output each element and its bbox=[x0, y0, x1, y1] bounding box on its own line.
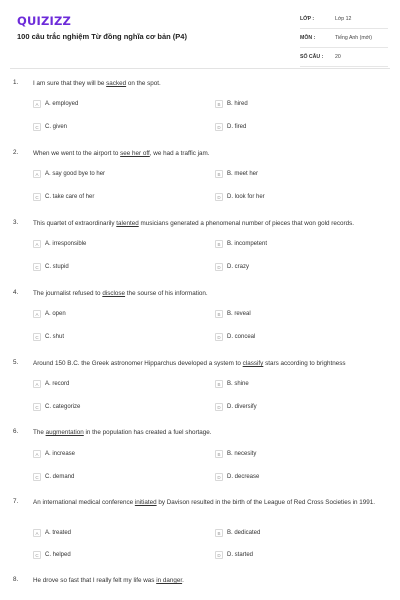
option-letter-box: A bbox=[33, 240, 41, 248]
option-b[interactable] bbox=[215, 309, 251, 319]
worksheet-meta bbox=[300, 10, 388, 67]
meta-label: LỚP : bbox=[300, 16, 315, 22]
option-d[interactable] bbox=[215, 332, 255, 342]
meta-label: SỐ CÂU : bbox=[300, 54, 324, 60]
meta-row-count bbox=[300, 48, 388, 67]
question-item bbox=[0, 289, 400, 340]
option-text: C. take care of her bbox=[45, 194, 95, 200]
option-b[interactable] bbox=[215, 528, 260, 538]
option-c[interactable] bbox=[33, 332, 64, 342]
option-c[interactable] bbox=[33, 402, 80, 412]
option-text: D. started bbox=[227, 552, 254, 558]
option-c[interactable] bbox=[33, 192, 94, 202]
question-number: 5. bbox=[13, 359, 19, 366]
target-word: augmentation bbox=[45, 429, 84, 436]
option-text: C. given bbox=[45, 124, 68, 130]
option-letter-box: A bbox=[33, 529, 41, 537]
option-text: B. dedicated bbox=[227, 530, 261, 536]
question-item bbox=[0, 498, 400, 558]
option-d[interactable] bbox=[215, 402, 257, 412]
question-text: Around 150 B.C. the Greek astronomer Hipparchus developed a system to classify stars according to brightness bbox=[33, 360, 346, 367]
option-letter-box: A bbox=[33, 100, 41, 108]
option-text: A. record bbox=[45, 381, 70, 387]
option-letter-box: C bbox=[33, 193, 41, 201]
target-word: disclose bbox=[102, 290, 126, 297]
question-text: This quartet of extraordinarily talented musicians generated a phenomenal number of pieces that won gold records. bbox=[33, 220, 354, 227]
option-text: D. decrease bbox=[227, 474, 260, 480]
meta-value: Lớp 12 bbox=[335, 16, 352, 22]
option-letter-box: D bbox=[215, 263, 223, 271]
option-letter-box: B bbox=[215, 170, 223, 178]
question-text: The augmentation in the population has created a fuel shortage. bbox=[33, 429, 212, 436]
option-text: B. reveal bbox=[227, 311, 251, 317]
option-letter-box: C bbox=[33, 333, 41, 341]
option-a[interactable] bbox=[33, 239, 86, 249]
option-letter-box: D bbox=[215, 403, 223, 411]
option-letter-box: B bbox=[215, 380, 223, 388]
option-c[interactable] bbox=[33, 550, 71, 560]
option-a[interactable] bbox=[33, 309, 66, 319]
meta-row-class bbox=[300, 10, 388, 29]
option-letter-box: D bbox=[215, 551, 223, 559]
option-letter-box: D bbox=[215, 123, 223, 131]
option-text: A. irresponsible bbox=[45, 241, 87, 247]
target-word: see her off bbox=[120, 150, 150, 157]
option-b[interactable] bbox=[215, 169, 258, 179]
header-divider bbox=[10, 68, 390, 69]
option-text: C. demand bbox=[45, 474, 75, 480]
option-letter-box: C bbox=[33, 473, 41, 481]
option-text: B. shine bbox=[227, 381, 249, 387]
question-text: The journalist refused to disclose the sourse of his information. bbox=[33, 290, 208, 297]
option-letter-box: B bbox=[215, 529, 223, 537]
meta-row-subject bbox=[300, 29, 388, 48]
question-text: When we went to the airport to see her off, we had a traffic jam. bbox=[33, 150, 210, 157]
option-letter-box: C bbox=[33, 263, 41, 271]
option-letter-box: D bbox=[215, 333, 223, 341]
option-text: D. fired bbox=[227, 124, 247, 130]
question-number: 3. bbox=[13, 219, 19, 226]
option-text: B. incompetent bbox=[227, 241, 268, 247]
meta-value: Tiếng Anh (mới) bbox=[335, 35, 372, 41]
question-text: An international medical conference initiated by Davison resulted in the birth of the League of Red Cross Societies in 1991. bbox=[33, 499, 376, 506]
question-item bbox=[0, 149, 400, 200]
option-text: B. hired bbox=[227, 101, 248, 107]
option-d[interactable] bbox=[215, 192, 265, 202]
option-a[interactable] bbox=[33, 169, 105, 179]
document-title: 100 câu trắc nghiệm Từ đồng nghĩa cơ bản (P4) bbox=[17, 32, 187, 41]
option-a[interactable] bbox=[33, 528, 71, 538]
option-text: A. treated bbox=[45, 530, 72, 536]
question-item bbox=[0, 79, 400, 130]
target-word: in danger bbox=[156, 577, 183, 584]
option-a[interactable] bbox=[33, 379, 69, 389]
option-text: A. open bbox=[45, 311, 66, 317]
option-b[interactable] bbox=[215, 449, 256, 459]
option-letter-box: D bbox=[215, 473, 223, 481]
option-text: A. employed bbox=[45, 101, 79, 107]
option-letter-box: B bbox=[215, 450, 223, 458]
option-d[interactable] bbox=[215, 550, 253, 560]
target-word: talented bbox=[116, 220, 139, 227]
option-letter-box: B bbox=[215, 310, 223, 318]
question-item bbox=[0, 576, 400, 586]
meta-value: 20 bbox=[335, 54, 341, 60]
option-letter-box: A bbox=[33, 310, 41, 318]
option-d[interactable] bbox=[215, 262, 249, 272]
meta-label: MÔN : bbox=[300, 35, 316, 41]
option-a[interactable] bbox=[33, 99, 78, 109]
target-word: sacked bbox=[106, 80, 127, 87]
option-letter-box: C bbox=[33, 551, 41, 559]
option-b[interactable] bbox=[215, 379, 249, 389]
question-number: 1. bbox=[13, 79, 19, 86]
question-text: He drove so fast that I really felt my life was in danger. bbox=[33, 577, 184, 584]
option-text: A. say good bye to her bbox=[45, 171, 106, 177]
option-text: D. conceal bbox=[227, 334, 256, 340]
question-number: 2. bbox=[13, 149, 19, 156]
option-text: B. meet her bbox=[227, 171, 259, 177]
option-letter-box: B bbox=[215, 100, 223, 108]
option-d[interactable] bbox=[215, 472, 259, 482]
question-number: 6. bbox=[13, 428, 19, 435]
option-c[interactable] bbox=[33, 472, 74, 482]
option-text: D. diversify bbox=[227, 404, 257, 410]
option-d[interactable] bbox=[215, 122, 246, 132]
option-text: A. increase bbox=[45, 451, 76, 457]
option-b[interactable] bbox=[215, 99, 248, 109]
target-word: initiated bbox=[134, 499, 157, 506]
option-text: C. helped bbox=[45, 552, 71, 558]
option-text: C. categorize bbox=[45, 404, 81, 410]
question-item bbox=[0, 428, 400, 480]
option-text: C. shut bbox=[45, 334, 65, 340]
option-text: B. necesity bbox=[227, 451, 257, 457]
option-letter-box: A bbox=[33, 450, 41, 458]
option-letter-box: B bbox=[215, 240, 223, 248]
question-item bbox=[0, 219, 400, 270]
option-letter-box: D bbox=[215, 193, 223, 201]
question-item bbox=[0, 359, 400, 410]
option-letter-box: C bbox=[33, 403, 41, 411]
option-a[interactable] bbox=[33, 449, 75, 459]
question-number: 4. bbox=[13, 289, 19, 296]
option-c[interactable] bbox=[33, 122, 67, 132]
option-letter-box: A bbox=[33, 170, 41, 178]
option-letter-box: A bbox=[33, 380, 41, 388]
quizizz-logo: QUIZIZZ bbox=[17, 14, 72, 28]
option-text: D. look for her bbox=[227, 194, 265, 200]
option-letter-box: C bbox=[33, 123, 41, 131]
option-text: C. stupid bbox=[45, 264, 69, 270]
question-number: 7. bbox=[13, 498, 19, 505]
option-b[interactable] bbox=[215, 239, 267, 249]
option-text: D. crazy bbox=[227, 264, 250, 270]
question-number: 8. bbox=[13, 576, 19, 583]
question-text: I am sure that they will be sacked on the spot. bbox=[33, 80, 161, 87]
target-word: classify bbox=[242, 360, 264, 367]
option-c[interactable] bbox=[33, 262, 69, 272]
